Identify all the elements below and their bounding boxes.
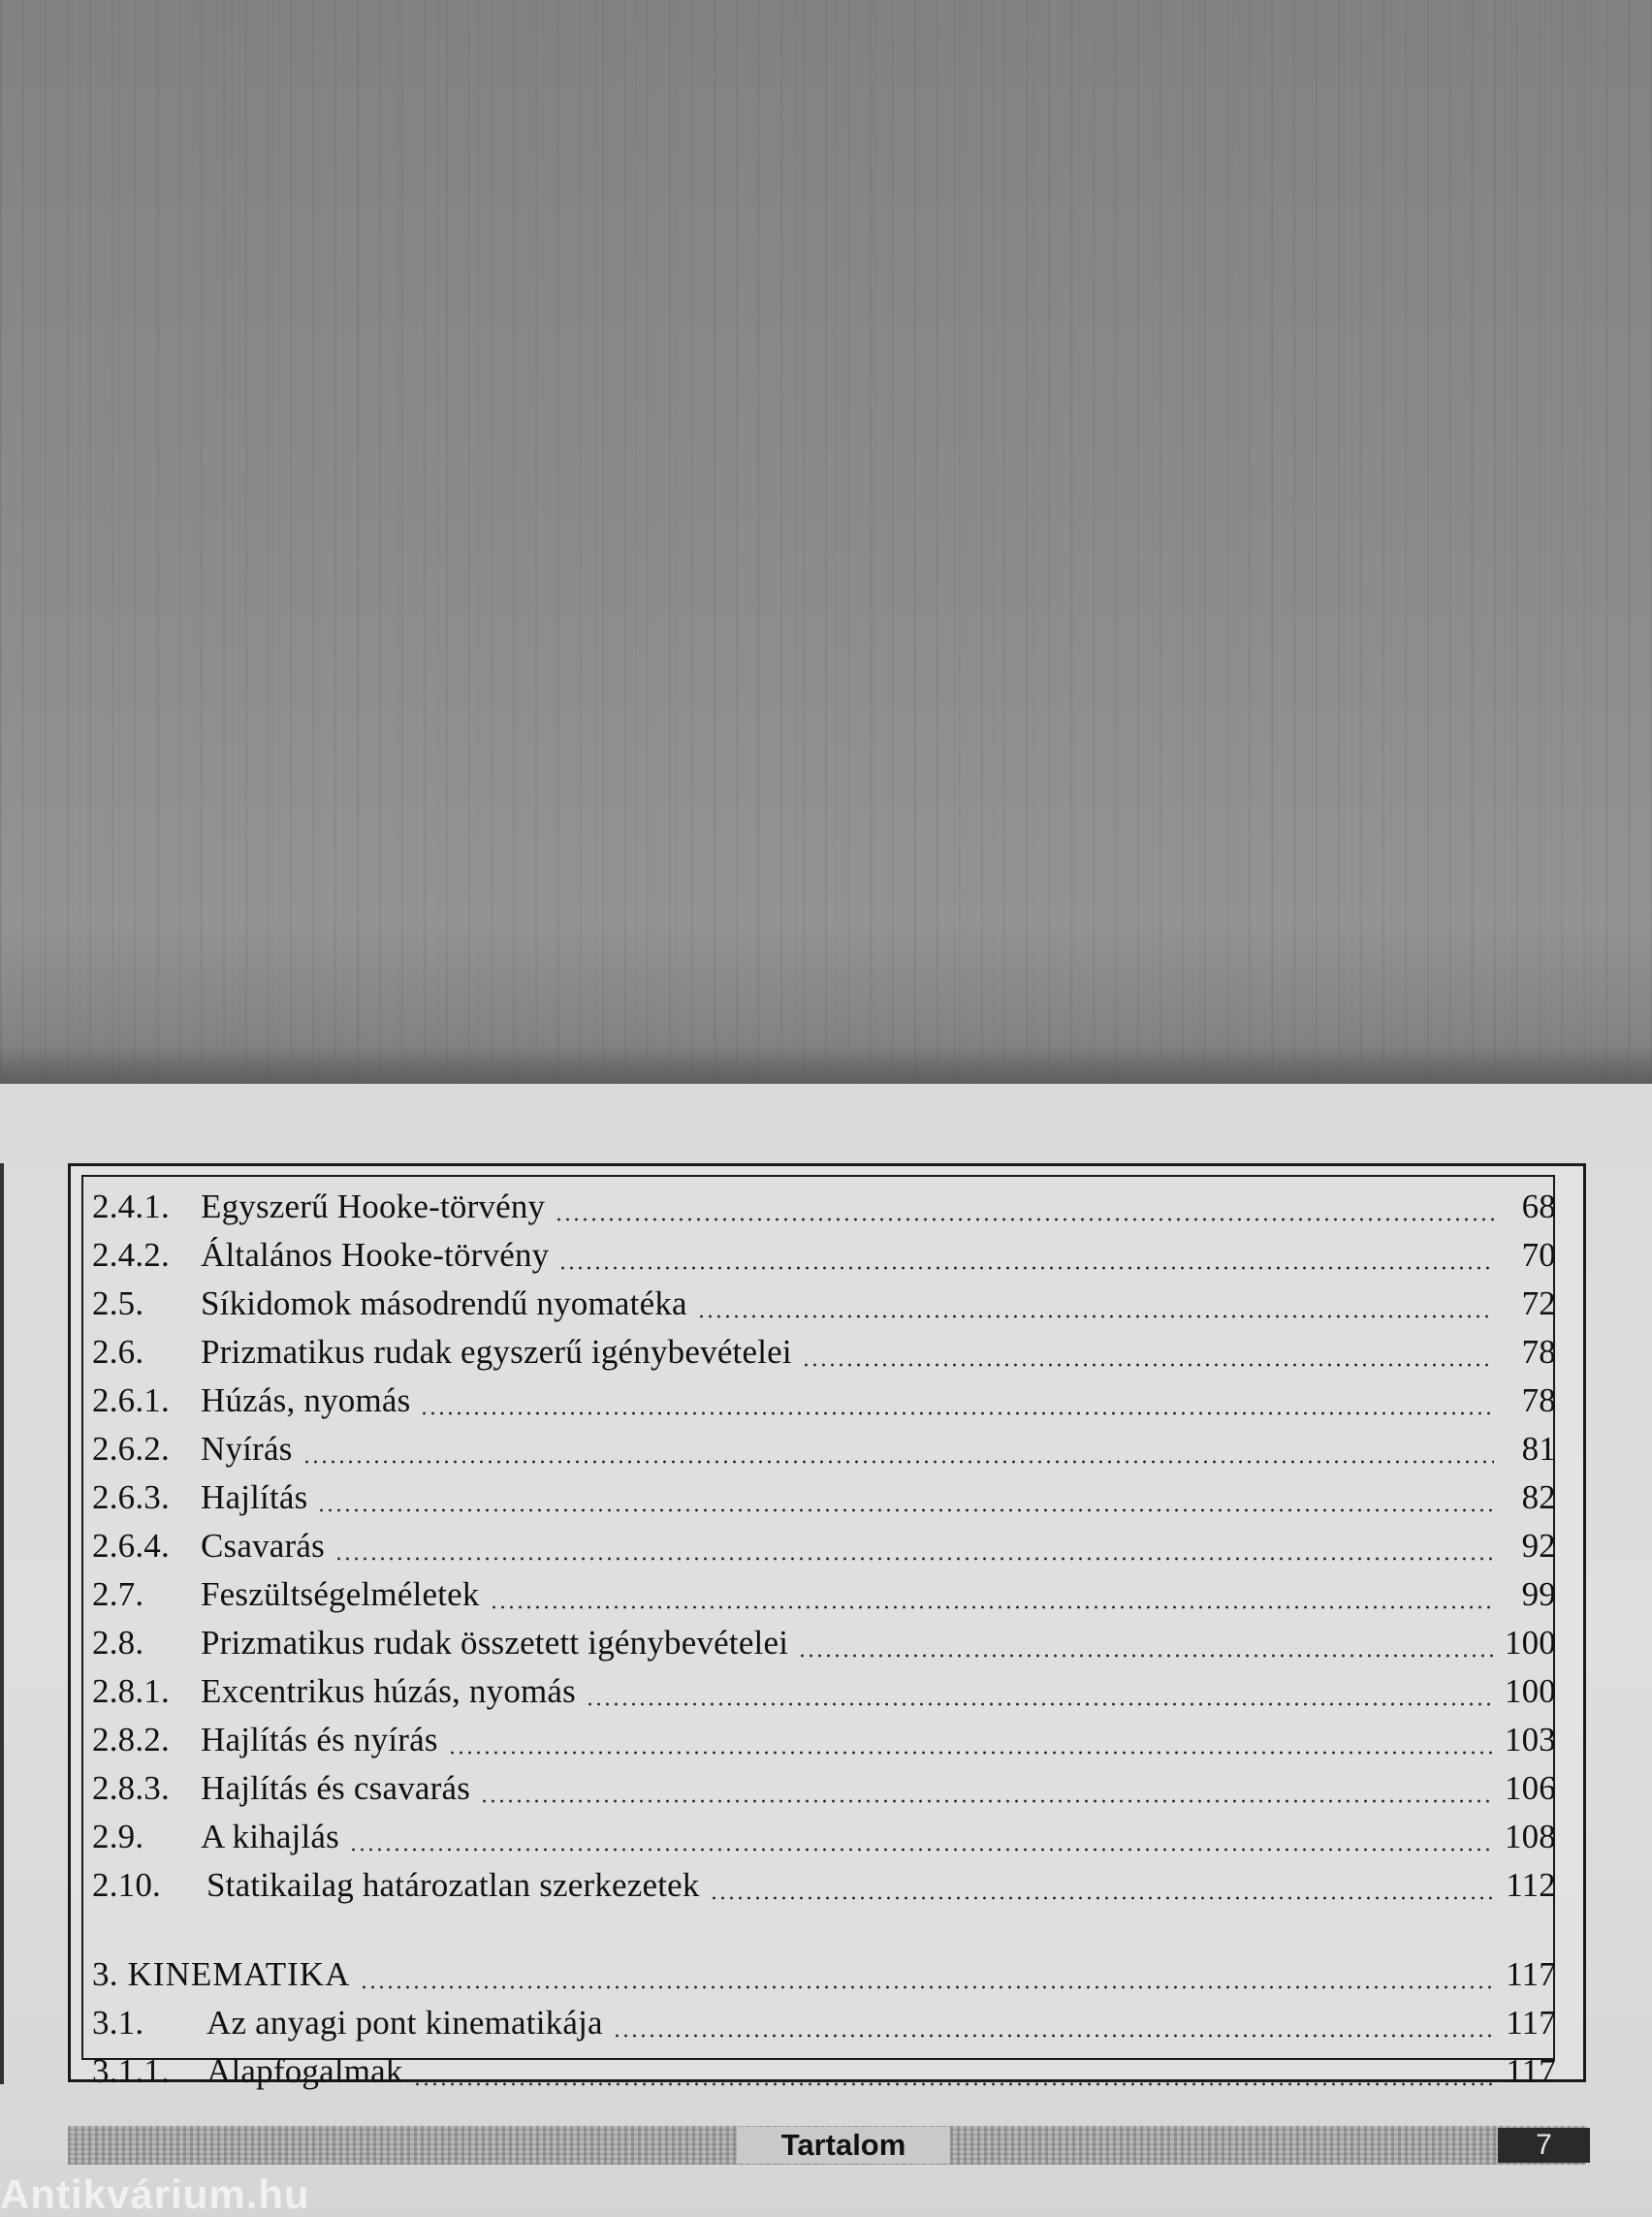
toc-entry-title: Hajlítás — [201, 1478, 308, 1516]
toc-entry-page: 72 — [1521, 1284, 1556, 1322]
dot-leader — [360, 1985, 1494, 1989]
toc-entry-2-8[interactable] — [92, 1624, 1556, 1666]
toc-entry-number: 2.9. — [92, 1818, 144, 1855]
toc-entry-title: Statikailag határozatlan szerkezetek — [206, 1866, 700, 1904]
toc-entry-title: Az anyagi pont kinematikája — [206, 2004, 603, 2042]
toc-entry-page: 106 — [1504, 1769, 1556, 1807]
dot-leader — [334, 1557, 1494, 1561]
toc-entry-title: Síkidomok másodrendű nyomatéka — [201, 1284, 687, 1322]
cover-backdrop — [0, 0, 1652, 1084]
toc-entry-2-10[interactable] — [92, 1866, 1556, 1909]
toc-entry-2-6-2[interactable] — [92, 1430, 1556, 1473]
toc-entry-number: 2.6.1. — [92, 1381, 170, 1419]
toc-entry-2-9[interactable] — [92, 1818, 1556, 1860]
dot-leader — [349, 1848, 1494, 1852]
toc-entry-number: 2.8. — [92, 1624, 144, 1662]
toc-entry-2-6-4[interactable] — [92, 1527, 1556, 1569]
toc-entry-number: 3.1. — [92, 2004, 144, 2042]
toc-entry-title: Excentrikus húzás, nyomás — [201, 1672, 576, 1710]
watermark-text: Antikvárium.hu — [0, 2171, 310, 2217]
toc-entry-page: 68 — [1521, 1188, 1556, 1225]
dot-leader — [586, 1702, 1494, 1706]
toc-entry-page: 108 — [1504, 1818, 1556, 1855]
toc-entry-number: 2.8.3. — [92, 1769, 170, 1807]
toc-entry-page: 78 — [1521, 1381, 1556, 1419]
facing-page-edge — [0, 1163, 4, 2084]
toc-entry-title: Általános Hooke-törvény — [201, 1236, 550, 1274]
toc-entry-page: 117 — [1506, 2052, 1556, 2090]
toc-entry-title: Alapfogalmak — [206, 2052, 403, 2090]
toc-entry-number: 3.1.1. — [92, 2052, 170, 2090]
toc-entry-number: 2.8.1. — [92, 1672, 170, 1710]
toc-entry-page: 99 — [1521, 1575, 1556, 1613]
toc-entry-number: 3. — [92, 1955, 118, 1993]
dot-leader — [798, 1654, 1494, 1658]
toc-entry-2-4-2[interactable] — [92, 1236, 1556, 1279]
toc-entry-title: Prizmatikus rudak egyszerű igénybevételei — [201, 1333, 792, 1371]
dot-leader — [490, 1605, 1494, 1609]
toc-entry-title: Prizmatikus rudak összetett igénybevételei — [201, 1624, 789, 1662]
dot-leader — [448, 1751, 1494, 1755]
dot-leader — [413, 2082, 1494, 2086]
toc-entry-3-1-1[interactable] — [92, 2052, 1556, 2095]
toc-entry-page: 78 — [1521, 1333, 1556, 1371]
toc-entry-number: 2.5. — [92, 1284, 144, 1322]
dot-leader — [480, 1799, 1494, 1803]
footer-section-title: Tartalom — [737, 2127, 950, 2164]
toc-entry-number: 2.10. — [92, 1866, 161, 1904]
dot-leader — [697, 1314, 1494, 1318]
dot-leader — [555, 1218, 1494, 1221]
toc-entry-number: 2.7. — [92, 1575, 144, 1613]
toc-entry-number: 2.8.2. — [92, 1721, 170, 1758]
toc-entry-title: A kihajlás — [201, 1818, 339, 1855]
dot-leader — [317, 1508, 1494, 1512]
dot-leader — [710, 1896, 1494, 1900]
toc-entry-title: Hajlítás és csavarás — [201, 1769, 471, 1807]
toc-entry-title: Egyszerű Hooke-törvény — [201, 1188, 546, 1225]
toc-entry-page: 82 — [1521, 1478, 1556, 1516]
page-number-badge: 7 — [1498, 2128, 1590, 2163]
dot-leader — [613, 2034, 1494, 2038]
toc-entry-2-6[interactable] — [92, 1333, 1556, 1376]
dot-leader — [302, 1460, 1494, 1464]
toc-entry-page: 100 — [1504, 1624, 1556, 1662]
toc-entry-number: 2.6.2. — [92, 1430, 170, 1468]
toc-entry-2-6-1[interactable] — [92, 1381, 1556, 1424]
toc-entry-title: Nyírás — [201, 1430, 293, 1468]
dot-leader — [802, 1363, 1494, 1367]
toc-entry-3-kinematika[interactable] — [92, 1955, 1556, 1998]
toc-entry-2-8-3[interactable] — [92, 1769, 1556, 1812]
toc-entry-title: Húzás, nyomás — [201, 1381, 411, 1419]
toc-entry-page: 117 — [1506, 2004, 1556, 2042]
toc-entry-title: Csavarás — [201, 1527, 325, 1565]
toc-entry-2-8-1[interactable] — [92, 1672, 1556, 1715]
toc-entry-page: 100 — [1504, 1672, 1556, 1710]
toc-entry-title: KINEMATIKA — [127, 1955, 351, 1993]
toc-entry-title: Hajlítás és nyírás — [201, 1721, 438, 1758]
toc-entry-page: 103 — [1504, 1721, 1556, 1758]
toc-entry-number: 2.6.4. — [92, 1527, 170, 1565]
toc-entry-2-7[interactable] — [92, 1575, 1556, 1618]
toc-entry-number: 2.6.3. — [92, 1478, 170, 1516]
toc-entry-page: 81 — [1521, 1430, 1556, 1468]
toc-entry-page: 70 — [1521, 1236, 1556, 1274]
toc-entry-number: 2.4.2. — [92, 1236, 170, 1274]
toc-entry-2-4-1[interactable] — [92, 1188, 1556, 1230]
toc-entry-3-1[interactable] — [92, 2004, 1556, 2046]
toc-entry-2-5[interactable] — [92, 1284, 1556, 1327]
dot-leader — [420, 1411, 1494, 1415]
toc-entry-number: 2.4.1. — [92, 1188, 170, 1225]
toc-entry-number: 2.6. — [92, 1333, 144, 1371]
dot-leader — [558, 1266, 1494, 1270]
toc-entry-page: 117 — [1506, 1955, 1556, 1993]
toc-entry-page: 92 — [1521, 1527, 1556, 1565]
toc-entry-2-8-2[interactable] — [92, 1721, 1556, 1763]
toc-entry-title: Feszültségelméletek — [201, 1575, 480, 1613]
toc-entry-2-6-3[interactable] — [92, 1478, 1556, 1521]
toc-entry-page: 112 — [1506, 1866, 1556, 1904]
